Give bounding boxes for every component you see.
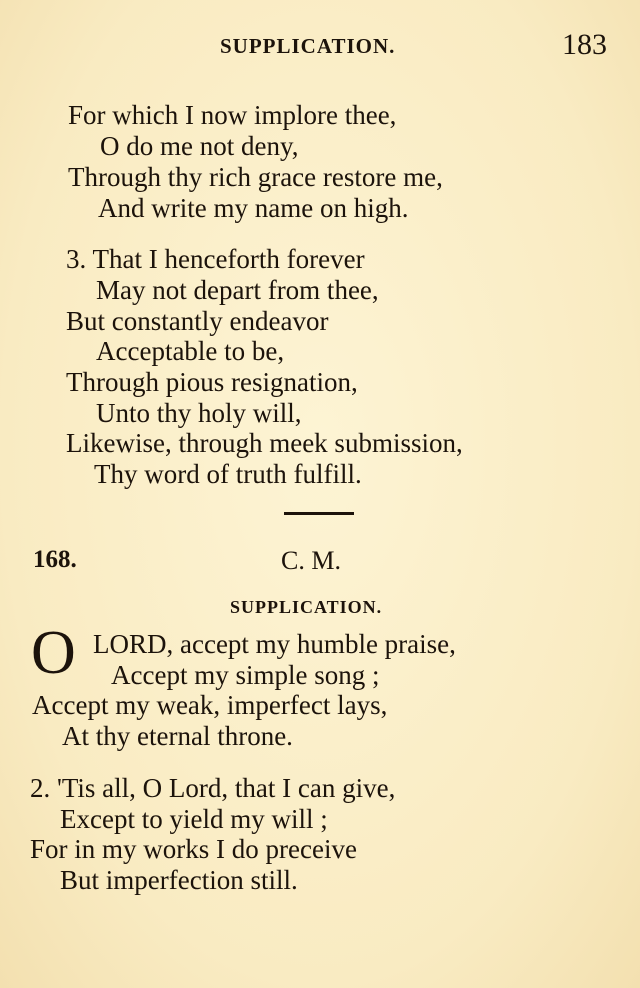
verse-line: Unto thy holy will,: [96, 398, 302, 428]
verse-line: May not depart from thee,: [96, 275, 379, 305]
verse-line: And write my name on high.: [98, 193, 409, 223]
verse-line: For in my works I do preceive: [30, 834, 357, 864]
verse-line: Through thy rich grace restore me,: [68, 162, 443, 192]
verse-line: Thy word of truth fulfill.: [94, 459, 362, 489]
verse-line: Through pious resignation,: [66, 367, 358, 397]
verse-line: But imperfection still.: [60, 865, 298, 895]
hymn-subtitle: SUPPLICATION.: [230, 597, 383, 617]
verse-line: 2. 'Tis all, O Lord, that I can give,: [30, 773, 396, 803]
verse-line: Accept my simple song ;: [111, 660, 380, 690]
verse-line: Accept my weak, imperfect lays,: [32, 690, 388, 720]
hymn-number: 168.: [33, 546, 77, 573]
drop-cap: O: [31, 619, 76, 687]
hymn-meter: C. M.: [281, 546, 341, 575]
verse-line: For which I now implore thee,: [68, 100, 397, 130]
section-divider: [284, 512, 354, 515]
verse-line: 3. That I henceforth forever: [66, 244, 365, 274]
verse-line: But constantly endeavor: [66, 306, 329, 336]
verse-line: LORD, accept my humble praise,: [93, 629, 456, 659]
verse-line: O do me not deny,: [100, 131, 299, 161]
running-head: SUPPLICATION.: [220, 34, 396, 58]
verse-line: Acceptable to be,: [96, 336, 285, 366]
page-number: 183: [562, 28, 607, 61]
verse-line: Except to yield my will ;: [60, 804, 328, 834]
verse-line: Likewise, through meek submission,: [66, 428, 463, 458]
verse-line: At thy eternal throne.: [62, 721, 293, 751]
